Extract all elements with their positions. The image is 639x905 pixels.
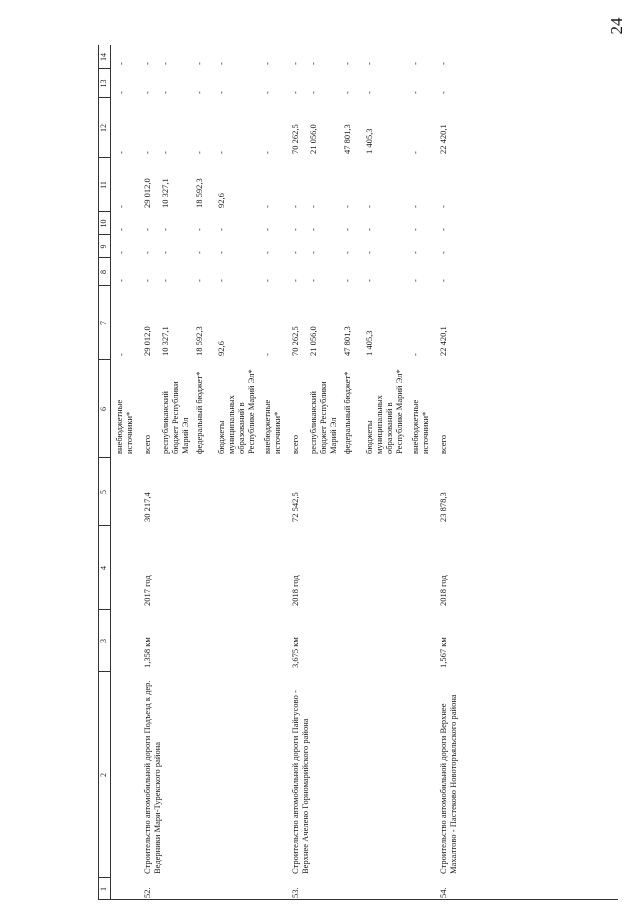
source-label: бюджеты муниципальных образований в Республике Марий Эл*: [364, 369, 404, 454]
value-col-12: 47 801,3: [342, 124, 352, 154]
fragment-value-col-14: -: [116, 62, 126, 65]
value-col-9: -: [364, 251, 374, 254]
value-col-14: -: [290, 62, 300, 65]
source-label: федеральный бюджет*: [194, 371, 204, 454]
construction-year: 2018 год: [438, 575, 448, 606]
value-col-13: -: [160, 91, 170, 94]
estimated-cost: 72 542,5: [290, 492, 300, 522]
value-col-11: -: [438, 205, 448, 208]
value-col-8: -: [364, 279, 374, 282]
value-col-13: -: [410, 91, 420, 94]
value-col-14: -: [262, 62, 272, 65]
column-header-5: 5: [99, 490, 108, 494]
column-header-14: 14: [99, 53, 108, 61]
value-col-11: -: [262, 205, 272, 208]
value-col-13: -: [194, 91, 204, 94]
object-name: Строительство автомобильной дороги Пайгусово - Верхнее Ачелено Горномарийского района: [290, 690, 310, 874]
value-col-13: -: [342, 91, 352, 94]
value-col-8: -: [438, 279, 448, 282]
source-label: всего: [142, 434, 152, 454]
value-col-10: -: [290, 228, 300, 231]
value-col-14: -: [438, 62, 448, 65]
table-rule: [110, 45, 111, 900]
row-number: 52.: [142, 887, 152, 898]
source-label: всего: [438, 434, 448, 454]
value-col-14: -: [160, 62, 170, 65]
construction-year: 2018 год: [290, 575, 300, 606]
column-header-10: 10: [99, 219, 108, 228]
road-length: 3,675 км: [290, 637, 300, 668]
column-header-3: 3: [99, 639, 108, 643]
value-col-12: -: [216, 151, 226, 154]
value-col-14: -: [308, 62, 318, 65]
source-label: внебюджетные источники*: [410, 399, 430, 454]
row-number: 54.: [438, 887, 448, 898]
value-col-8: -: [262, 279, 272, 282]
value-col-11: -: [364, 205, 374, 208]
value-col-13: -: [142, 91, 152, 94]
value-col-9: -: [216, 251, 226, 254]
column-header-11: 11: [99, 181, 108, 189]
row-number: 53.: [290, 887, 300, 898]
value-col-9: -: [142, 251, 152, 254]
value-col-7: 10 327,1: [160, 326, 170, 356]
road-length: 1,358 км: [142, 637, 152, 668]
value-col-10: -: [308, 228, 318, 231]
value-col-8: -: [290, 279, 300, 282]
value-col-14: -: [194, 62, 204, 65]
estimated-cost: 30 217,4: [142, 492, 152, 522]
value-col-11: 10 327,1: [160, 178, 170, 208]
value-col-8: -: [342, 279, 352, 282]
value-col-10: -: [364, 228, 374, 231]
column-header-8: 8: [99, 270, 108, 274]
value-col-9: -: [194, 251, 204, 254]
source-label: всего: [290, 434, 300, 454]
value-col-10: -: [262, 228, 272, 231]
fragment-value-col-11: -: [116, 205, 126, 208]
value-col-7: 92,6: [216, 341, 226, 356]
value-col-12: 21 056,0: [308, 124, 318, 154]
value-col-10: -: [410, 228, 420, 231]
object-name: Строительство автомобильной дороги Верхнее Махалтово - Пастеково Новоторъяльского района: [438, 694, 458, 874]
column-header-1: 1: [99, 887, 108, 891]
value-col-11: 18 592,3: [194, 178, 204, 208]
value-col-11: -: [290, 205, 300, 208]
fragment-value-col-12: -: [116, 151, 126, 154]
value-col-13: -: [364, 91, 374, 94]
column-header-9: 9: [99, 244, 108, 249]
value-col-9: -: [160, 251, 170, 254]
value-col-8: -: [216, 279, 226, 282]
value-col-8: -: [142, 279, 152, 282]
source-label: внебюджетные источники*: [262, 399, 282, 454]
value-col-13: -: [216, 91, 226, 94]
value-col-12: -: [262, 151, 272, 154]
column-header-4: 4: [99, 566, 108, 570]
object-name: Строительство автомобильной дороги Подъезд к дер. Ведерники Мари-Турекского района: [142, 680, 162, 874]
rotated-table: [78, 50, 618, 900]
value-col-8: -: [160, 279, 170, 282]
value-col-8: -: [410, 279, 420, 282]
value-col-14: -: [216, 62, 226, 65]
column-rule: [98, 899, 618, 900]
value-col-7: 18 592,3: [194, 326, 204, 356]
value-col-10: -: [342, 228, 352, 231]
value-col-9: -: [342, 251, 352, 254]
value-col-13: -: [438, 91, 448, 94]
value-col-14: -: [142, 62, 152, 65]
value-col-12: -: [410, 151, 420, 154]
value-col-12: -: [160, 151, 170, 154]
value-col-12: 70 262,5: [290, 124, 300, 154]
estimated-cost: 23 878,3: [438, 492, 448, 522]
source-label: федеральный бюджет*: [342, 371, 352, 454]
fragment-value-col-7: -: [116, 353, 126, 356]
value-col-7: 47 801,3: [342, 326, 352, 356]
value-col-7: 21 056,0: [308, 326, 318, 356]
value-col-8: -: [194, 279, 204, 282]
column-header-12: 12: [99, 124, 108, 132]
value-col-9: -: [438, 251, 448, 254]
value-col-8: -: [308, 279, 318, 282]
fragment-value-col-8: -: [116, 279, 126, 282]
value-col-10: -: [194, 228, 204, 231]
value-col-9: -: [290, 251, 300, 254]
value-col-9: -: [262, 251, 272, 254]
value-col-10: -: [142, 228, 152, 231]
value-col-7: 22 420,1: [438, 326, 448, 356]
fragment-value-col-10: -: [116, 228, 126, 231]
value-col-9: -: [308, 251, 318, 254]
value-col-9: -: [410, 251, 420, 254]
value-col-12: 22 420,1: [438, 124, 448, 154]
value-col-7: 70 262,5: [290, 326, 300, 356]
fragment-value-col-9: -: [116, 251, 126, 254]
construction-year: 2017 год: [142, 575, 152, 606]
value-col-7: -: [410, 353, 420, 356]
value-col-11: 92,6: [216, 193, 226, 208]
column-header-6: 6: [99, 407, 108, 411]
value-col-7: 1 405,3: [364, 330, 374, 356]
value-col-14: -: [342, 62, 352, 65]
value-col-14: -: [364, 62, 374, 65]
value-col-14: -: [410, 62, 420, 65]
value-col-12: -: [194, 151, 204, 154]
value-col-13: -: [262, 91, 272, 94]
source-label: республиканский бюджет Республики Марий Эл: [160, 381, 190, 454]
value-col-10: -: [438, 228, 448, 231]
source-label: бюджеты муниципальных образований в Республике Марий Эл*: [216, 369, 256, 454]
source-label: внебюджетные источники*: [114, 399, 134, 454]
value-col-11: 29 012,0: [142, 178, 152, 208]
value-col-11: -: [342, 205, 352, 208]
value-col-12: -: [142, 151, 152, 154]
column-header-13: 13: [99, 79, 108, 88]
value-col-12: 1 405,3: [364, 128, 374, 154]
value-col-11: -: [410, 205, 420, 208]
column-header-7: 7: [99, 321, 108, 325]
value-col-13: -: [290, 91, 300, 94]
fragment-value-col-13: -: [116, 91, 126, 94]
road-length: 1,567 км: [438, 637, 448, 668]
value-col-10: -: [216, 228, 226, 231]
value-col-10: -: [160, 228, 170, 231]
value-col-7: 29 012,0: [142, 326, 152, 356]
column-header-2: 2: [99, 773, 108, 777]
page-number: 24: [607, 17, 626, 35]
value-col-7: -: [262, 353, 272, 356]
source-label: республиканский бюджет Республики Марий Эл: [308, 381, 338, 454]
value-col-11: -: [308, 205, 318, 208]
value-col-13: -: [308, 91, 318, 94]
